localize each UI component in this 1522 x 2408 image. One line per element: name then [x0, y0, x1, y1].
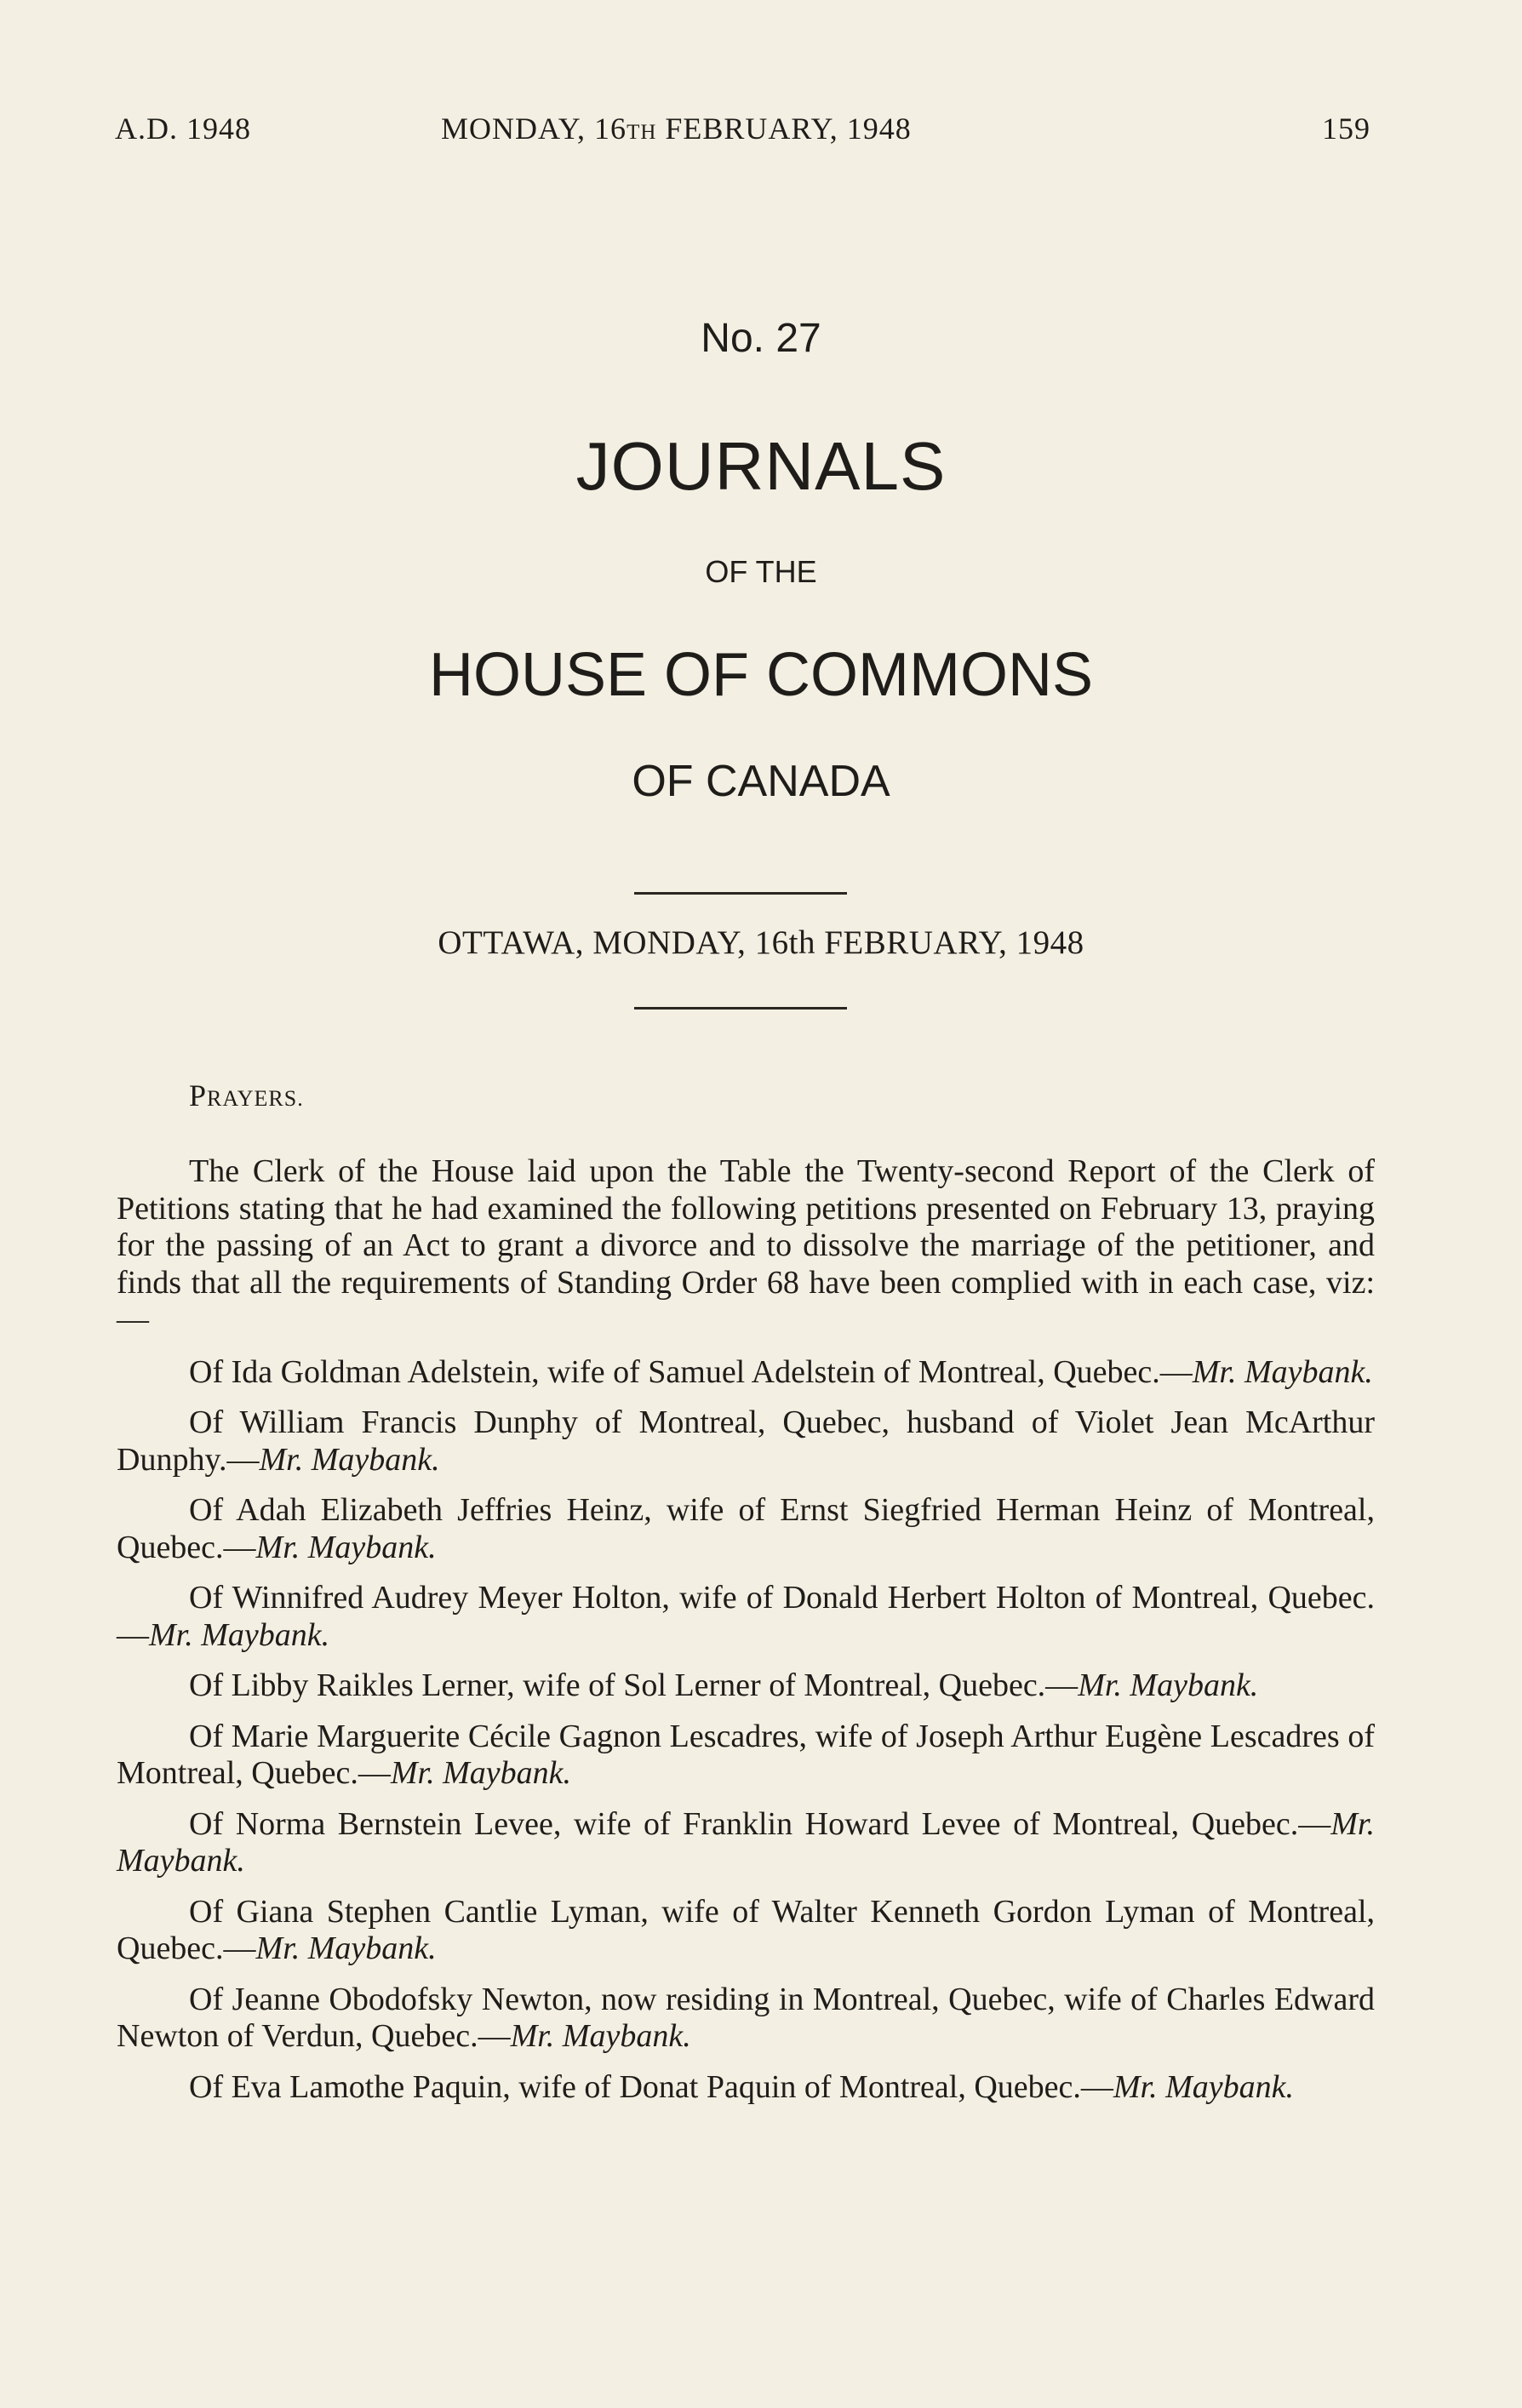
of-canada-line: OF CANADA	[632, 757, 890, 806]
house-title: HOUSE OF COMMONS	[428, 641, 1093, 709]
running-head-date	[441, 111, 912, 146]
petition-paragraph	[117, 1580, 1375, 1654]
dateline: OTTAWA, MONDAY, 16th FEBRUARY, 1948	[438, 924, 1084, 961]
divider-top	[634, 892, 847, 895]
petition-text: Of Marie Marguerite Cécile Gagnon Lescadres, wife of Joseph Arthur Eugène Lescadres of Montreal, Quebec.—	[117, 1718, 1375, 1791]
petition-mover: Mr. Maybank.	[1078, 1667, 1259, 1703]
body-text	[117, 1153, 1375, 2119]
running-head-date-rest: FEBRUARY, 1948	[656, 112, 912, 146]
petition-mover: Mr. Maybank.	[390, 1755, 571, 1791]
petition-text: Of Libby Raikles Lerner, wife of Sol Lerner of Montreal, Quebec.—	[189, 1667, 1079, 1703]
petition-paragraph	[117, 1806, 1375, 1880]
petition-paragraph	[117, 1404, 1375, 1479]
petition-text: Of Giana Stephen Cantlie Lyman, wife of Walter Kenneth Gordon Lyman of Montreal, Quebec.—	[117, 1893, 1375, 1966]
divider-bottom	[634, 1007, 847, 1010]
journals-title: JOURNALS	[575, 428, 947, 504]
petition-paragraph	[117, 1667, 1375, 1705]
petition-paragraph	[117, 1894, 1375, 1968]
petition-paragraph	[117, 1719, 1375, 1793]
running-head-year: A.D. 1948	[115, 112, 251, 146]
page-number: 159	[1322, 112, 1370, 146]
petition-text: Of Norma Bernstein Levee, wife of Franklin Howard Levee of Montreal, Quebec.—	[189, 1805, 1331, 1842]
running-head	[115, 111, 1370, 153]
petition-paragraph	[117, 2069, 1375, 2107]
petition-mover: Mr. Maybank.	[1113, 2068, 1295, 2105]
running-head-date-suffix: TH	[627, 121, 657, 144]
petition-text: Of Eva Lamothe Paquin, wife of Donat Paquin of Montreal, Quebec.—	[189, 2068, 1113, 2105]
petition-mover: Mr. Maybank.	[117, 1805, 1375, 1879]
petition-text: Of William Francis Dunphy of Montreal, Quebec, husband of Violet Jean McArthur Dunphy.—	[117, 1404, 1375, 1478]
petition-text: Of Winnifred Audrey Meyer Holton, wife of Donald Herbert Holton of Montreal, Quebec.—	[117, 1580, 1375, 1653]
of-the-line: OF THE	[705, 554, 817, 589]
intro-paragraph: The Clerk of the House laid upon the Table the Twenty-second Report of the Clerk of Petitions stating that he had examined the following petitions presented on February 13, praying for the passing of an Act to grant a divorce and to dissolve the marriage of the petitioner, and finds that all the requirements of Standing Order 68 have been complied with in each case, viz:—	[117, 1153, 1375, 1337]
prayers-rest: RAYERS.	[207, 1086, 304, 1111]
petition-mover: Mr. Maybank.	[1192, 1353, 1373, 1390]
petition-mover: Mr. Maybank.	[510, 2018, 691, 2054]
issue-number: No. 27	[701, 316, 821, 361]
petition-paragraph	[117, 1492, 1375, 1566]
petition-text: Of Adah Elizabeth Jeffries Heinz, wife of Ernst Siegfried Herman Heinz of Montreal, Quebec.—	[117, 1492, 1375, 1565]
petition-list	[117, 1354, 1375, 2107]
running-head-date-prefix: MONDAY, 16	[441, 112, 627, 146]
petition-paragraph	[117, 1982, 1375, 2056]
prayers-first-letter: P	[189, 1078, 208, 1112]
petition-mover: Mr. Maybank.	[255, 1930, 437, 1966]
petition-text: Of Jeanne Obodofsky Newton, now residing in Montreal, Quebec, wife of Charles Edward Newton of Verdun, Quebec.—	[117, 1981, 1375, 2054]
petition-text: Of Ida Goldman Adelstein, wife of Samuel Adelstein of Montreal, Quebec.—	[189, 1353, 1193, 1390]
petition-paragraph	[117, 1354, 1375, 1392]
petition-mover: Mr. Maybank.	[255, 1529, 437, 1565]
petition-mover: Mr. Maybank.	[259, 1441, 440, 1478]
petition-mover: Mr. Maybank.	[149, 1616, 330, 1653]
prayers-heading	[189, 1078, 304, 1113]
